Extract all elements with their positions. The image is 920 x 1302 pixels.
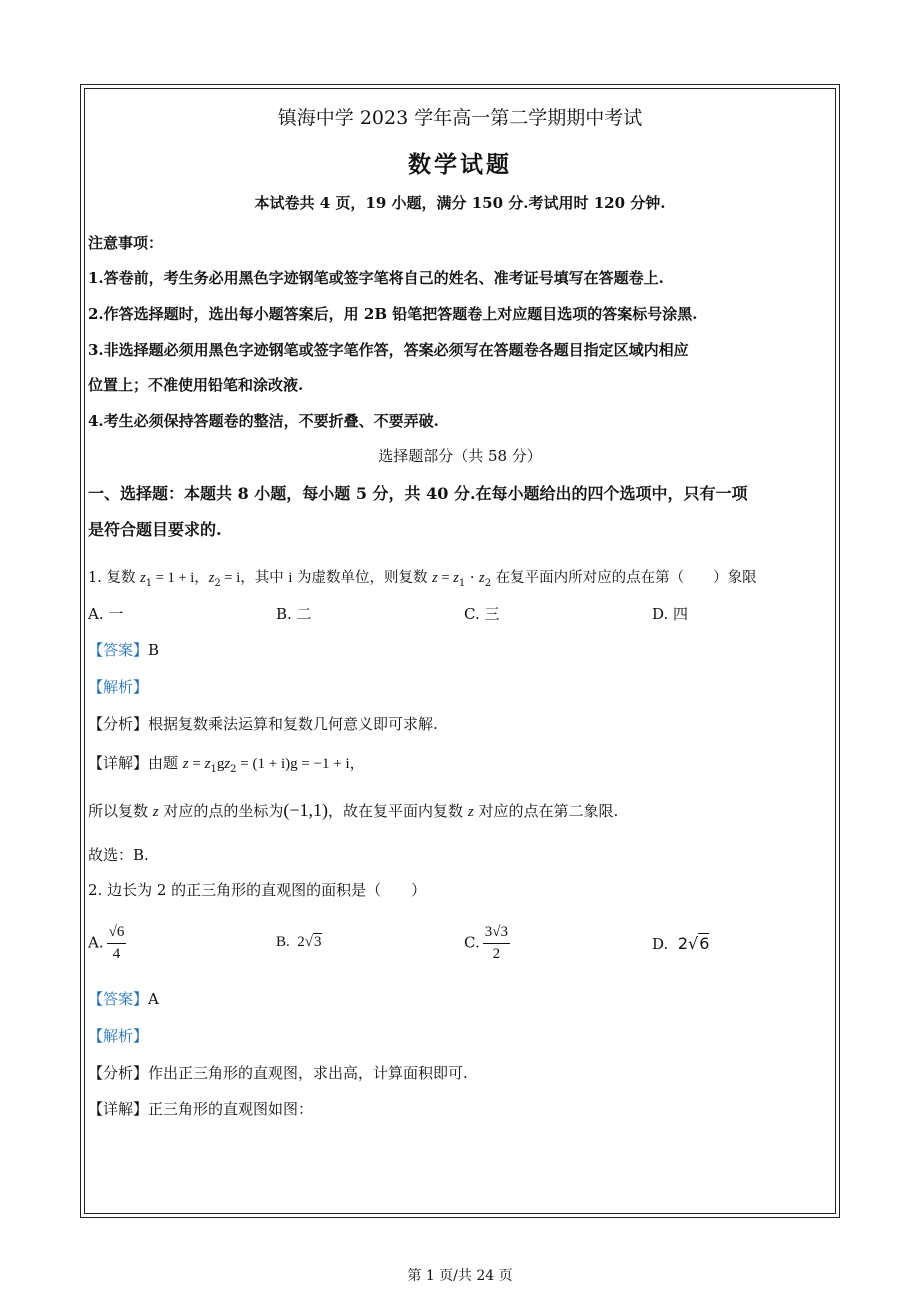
note-item: 3.非选择题必须用黑色字迹钢笔或签字笔作答，答案必须写在答题卷各题目指定区域内相应 bbox=[88, 341, 689, 359]
q1-stem: 1. 复数 $z_1 = 1 + i$，$z_2 = i$，其中 i 为虚数单位，则复数 $z = z_1 \cdot z_2$ 在复平面内所对应的点在第（ ）象限 bbox=[88, 570, 757, 589]
q2-fenxi: 【分析】作出正三角形的直观图，求出高，计算面积即可. bbox=[88, 1064, 468, 1082]
part-title: 选择题部分（共 58 分） bbox=[378, 447, 542, 465]
q1-option-b: B. 二 bbox=[276, 605, 312, 623]
note-item: 位置上；不准使用铅笔和涂改液. bbox=[88, 376, 304, 394]
page-border bbox=[80, 84, 840, 1218]
note-item: 1.答卷前，考生务必用黑色字迹钢笔或签字笔将自己的姓名、准考证号填写在答题卷上. bbox=[88, 269, 664, 287]
q2-answer: 【答案】A bbox=[88, 990, 159, 1008]
q1-answer: 【答案】B bbox=[88, 641, 160, 659]
section-intro: 一、选择题：本题共 8 小题，每小题 5 分，共 40 分.在每小题给出的四个选项中，只有一项 bbox=[88, 484, 748, 503]
q1-choose: 故选：B. bbox=[88, 846, 149, 864]
note-item: 2.作答选择题时，选出每小题答案后，用 2B 铅笔把答题卷上对应题目选项的答案标号涂黑. bbox=[88, 305, 698, 323]
q2-detail: 【详解】正三角形的直观图如图： bbox=[88, 1100, 314, 1118]
q2-option-c: C. $\frac{3√3}{2}$ bbox=[464, 924, 508, 962]
subject-title: 数学试题 bbox=[408, 151, 512, 178]
note-item: 4.考生必须保持答题卷的整洁，不要折叠、不要弄破. bbox=[88, 412, 439, 430]
page-footer: 第 1 页/共 24 页 bbox=[407, 1268, 513, 1284]
q1-detail: 【详解】由题 $z = z_1gz_2 = (1 + i)g = -1 + i$， bbox=[88, 754, 365, 775]
q2-option-b: B. 2√3 bbox=[276, 934, 322, 950]
q1-analysis-label: 【解析】 bbox=[88, 678, 149, 696]
q1-option-a: A. 一 bbox=[88, 605, 124, 623]
exam-info: 本试卷共 4 页，19 小题，满分 150 分.考试用时 120 分钟. bbox=[254, 194, 666, 212]
section-intro: 是符合题目要求的. bbox=[88, 520, 222, 539]
q1-option-d: D. 四 bbox=[652, 605, 689, 623]
q1-detail-line2: 所以复数 z 对应的点的坐标为(−1,1)，故在复平面内复数 z 对应的点在第二象限. bbox=[88, 800, 619, 820]
q2-option-d: D. 2√6 bbox=[652, 934, 710, 953]
q2-stem: 2. 边长为 2 的正三角形的直观图的面积是（ ） bbox=[88, 881, 427, 899]
q2-analysis-label: 【解析】 bbox=[88, 1027, 149, 1045]
q1-fenxi: 【分析】根据复数乘法运算和复数几何意义即可求解. bbox=[88, 715, 438, 733]
school-title: 镇海中学 2023 学年高一第二学期期中考试 bbox=[277, 107, 643, 129]
notes-heading: 注意事项： bbox=[88, 234, 164, 252]
q2-option-a: A. $\frac{√6}{4}$ bbox=[88, 924, 125, 962]
q1-option-c: C. 三 bbox=[464, 605, 500, 623]
